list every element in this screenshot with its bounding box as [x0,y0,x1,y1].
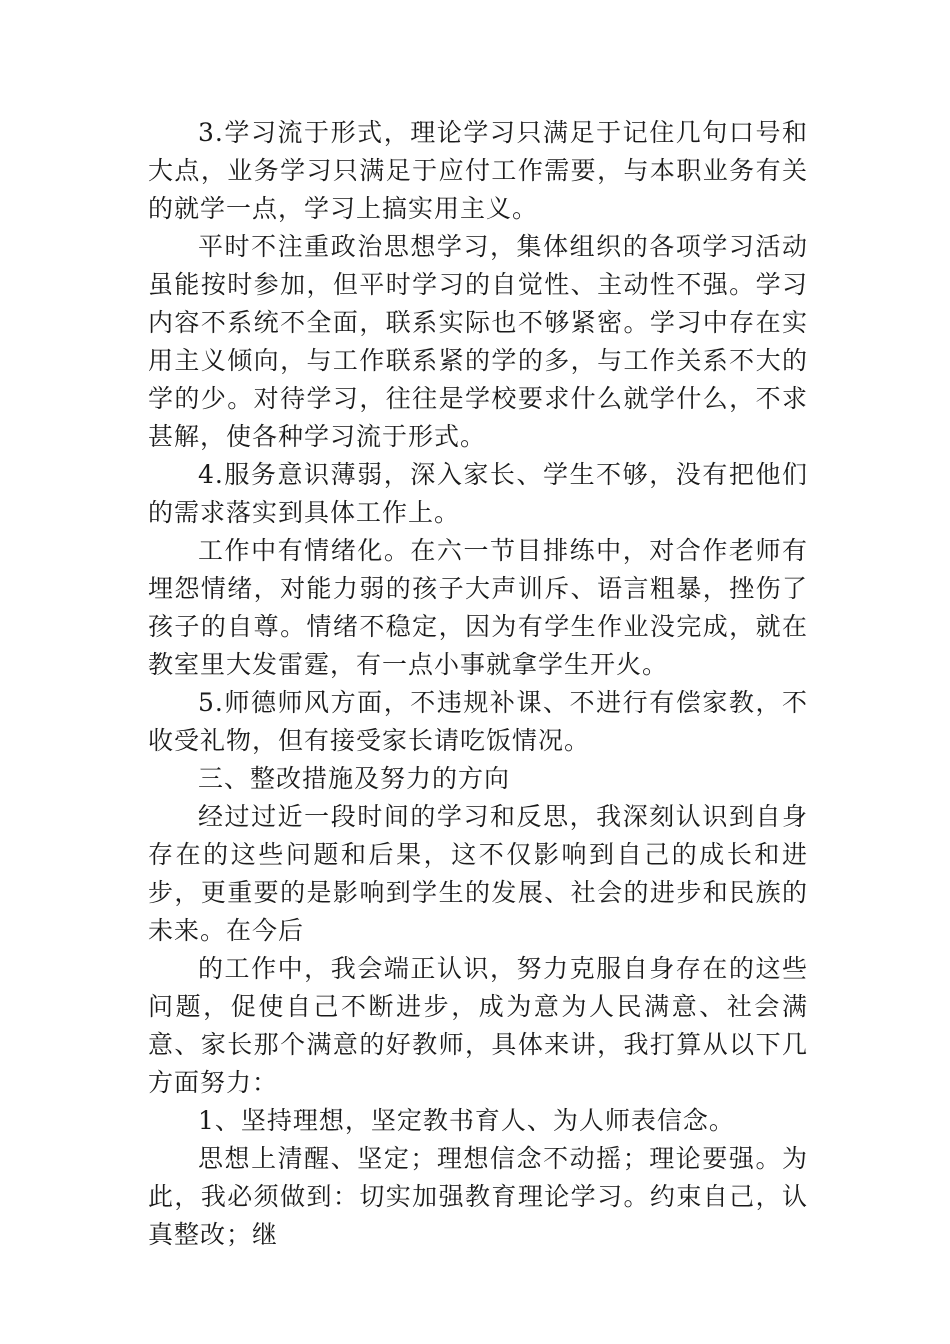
paragraph-3: 4.服务意识薄弱，深入家长、学生不够，没有把他们的需求落实到具体工作上。 [148,460,808,527]
paragraph-4: 工作中有情绪化。在六一节目排练中，对合作老师有埋怨情绪，对能力弱的孩子大声训斥、语言粗暴，挫伤了孩子的自尊。情绪不稳定，因为有学生作业没完成，就在教室里大发雷霆，有一点小事就拿学生开火。 [148,536,808,679]
paragraph-2: 平时不注重政治思想学习，集体组织的各项学习活动虽能按时参加，但平时学习的自觉性、主动性不强。学习内容不系统不全面，联系实际也不够紧密。学习中存在实用主义倾向，与工作联系紧的学的多，与工作关系不大的学的少。对待学习，往往是学校要求什么就学什么，不求甚解，使各种学习流于形式。 [148,232,808,451]
paragraph-5: 5.师德师风方面，不违规补课、不进行有偿家教，不收受礼物，但有接受家长请吃饭情况。 [148,688,808,755]
paragraph-9: 思想上清醒、坚定；理想信念不动摇；理论要强。为此，我必须做到：切实加强教育理论学习。约束自己，认真整改；继 [148,1144,808,1249]
section-heading: 三、整改措施及努力的方向 [198,764,511,793]
paragraph-6: 经过过近一段时间的学习和反思，我深刻认识到自身存在的这些问题和后果，这不仅影响到自己的成长和进步，更重要的是影响到学生的发展、社会的进步和民族的未来。在今后 [148,802,808,945]
paragraph-7: 的工作中，我会端正认识，努力克服自身存在的这些问题，促使自己不断进步，成为意为人民满意、社会满意、家长那个满意的好教师，具体来讲，我打算从以下几方面努力： [148,954,808,1097]
paragraph-1: 3.学习流于形式，理论学习只满足于记住几句口号和大点，业务学习只满足于应付工作需要，与本职业务有关的就学一点，学习上搞实用主义。 [148,118,808,223]
document-body [148,114,808,1254]
paragraph-8: 1、坚持理想，坚定教书育人、为人师表信念。 [198,1106,735,1135]
